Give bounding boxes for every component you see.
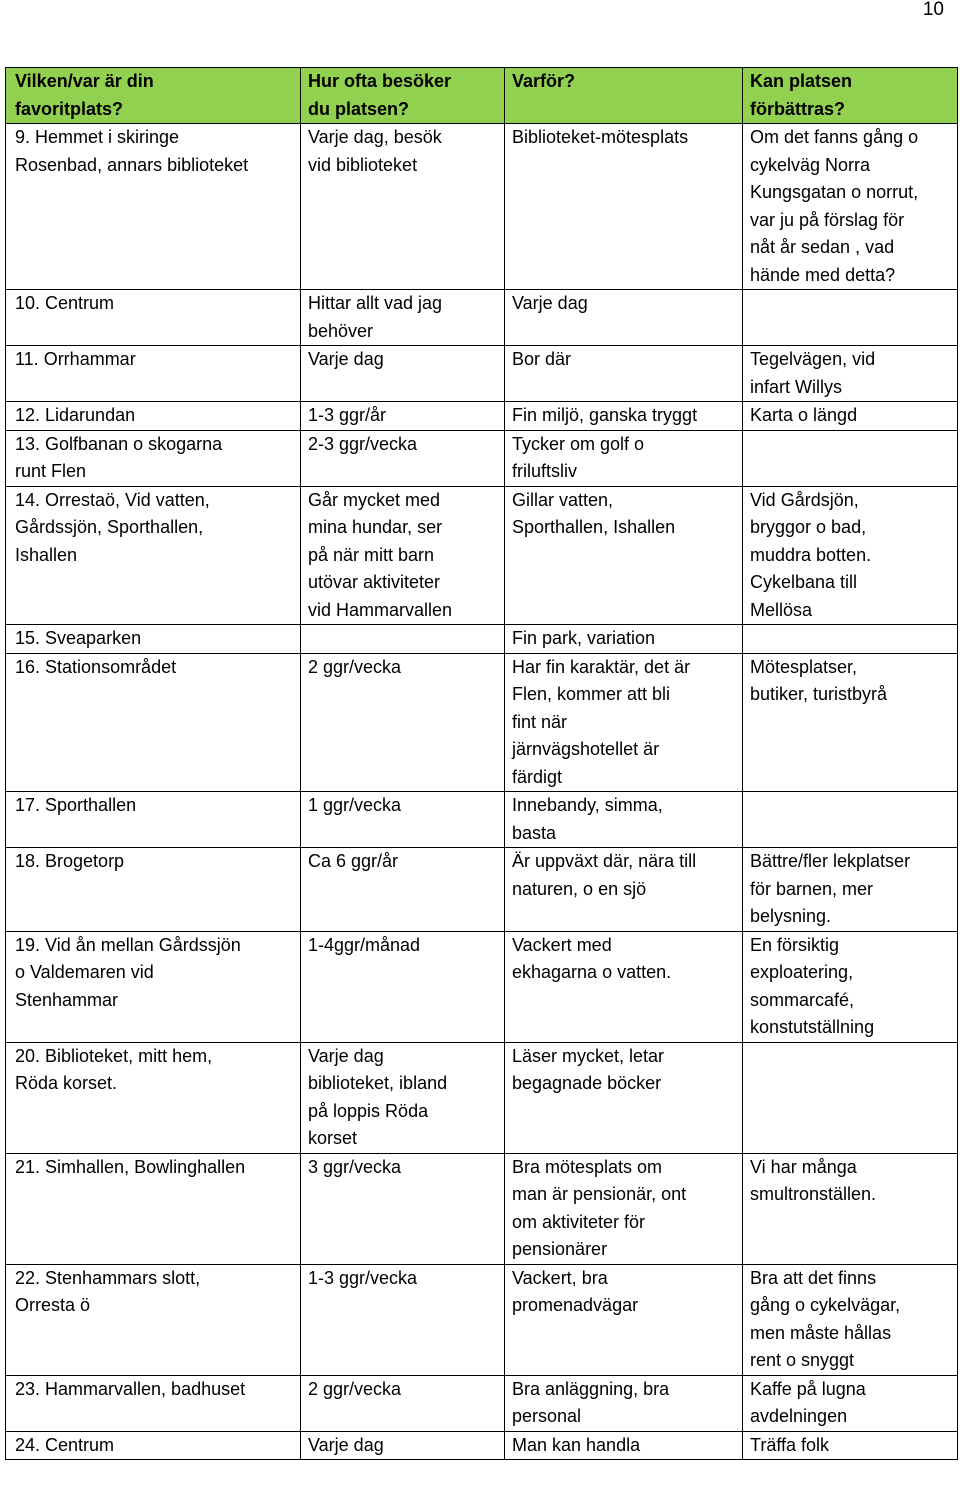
cell-frequency: 2 ggr/vecka	[301, 653, 505, 792]
cell-improvement: Karta o längd	[743, 402, 958, 431]
table-row	[6, 124, 958, 290]
page-number: 10	[922, 0, 944, 20]
header-improvement: Kan platsen förbättras?	[743, 68, 958, 124]
cell-frequency: 2 ggr/vecka	[301, 1375, 505, 1431]
table-row	[6, 848, 958, 932]
cell-improvement: Tegelvägen, vid infart Willys	[743, 346, 958, 402]
table-row	[6, 931, 958, 1042]
survey-table	[5, 67, 958, 1460]
table-row	[6, 653, 958, 792]
table-row	[6, 1153, 958, 1264]
cell-place: 23. Hammarvallen, badhuset	[6, 1375, 301, 1431]
cell-frequency: Varje dag	[301, 346, 505, 402]
cell-reason: Vackert med ekhagarna o vatten.	[505, 931, 743, 1042]
cell-improvement: En försiktig exploatering, sommarcafé, konstutställning	[743, 931, 958, 1042]
cell-reason: Fin miljö, ganska tryggt	[505, 402, 743, 431]
cell-improvement: Bra att det finns gång o cykelvägar, men måste hållas rent o snyggt	[743, 1264, 958, 1375]
cell-reason: Man kan handla	[505, 1431, 743, 1460]
cell-improvement: Bättre/fler lekplatser för barnen, mer belysning.	[743, 848, 958, 932]
cell-reason: Fin park, variation	[505, 625, 743, 654]
cell-reason: Läser mycket, letar begagnade böcker	[505, 1042, 743, 1153]
table-row	[6, 1375, 958, 1431]
table-row	[6, 290, 958, 346]
table-row	[6, 1431, 958, 1460]
cell-improvement: Om det fanns gång o cykelväg Norra Kungsgatan o norrut, var ju på förslag för nåt år sedan , vad hände med detta?	[743, 124, 958, 290]
cell-improvement: Träffa folk	[743, 1431, 958, 1460]
cell-place: 24. Centrum	[6, 1431, 301, 1460]
cell-frequency: Går mycket med mina hundar, ser på när mitt barn utövar aktiviteter vid Hammarvallen	[301, 486, 505, 625]
table-row	[6, 625, 958, 654]
cell-place: 22. Stenhammars slott, Orresta ö	[6, 1264, 301, 1375]
cell-reason: Bra anläggning, bra personal	[505, 1375, 743, 1431]
cell-place: 9. Hemmet i skiringe Rosenbad, annars biblioteket	[6, 124, 301, 290]
cell-place: 10. Centrum	[6, 290, 301, 346]
cell-place: 15. Sveaparken	[6, 625, 301, 654]
cell-place: 12. Lidarundan	[6, 402, 301, 431]
cell-reason: Är uppväxt där, nära till naturen, o en sjö	[505, 848, 743, 932]
cell-reason: Gillar vatten, Sporthallen, Ishallen	[505, 486, 743, 625]
cell-place: 19. Vid ån mellan Gårdssjön o Valdemaren vid Stenhammar	[6, 931, 301, 1042]
cell-improvement: Mötesplatser, butiker, turistbyrå	[743, 653, 958, 792]
cell-reason: Vackert, bra promenadvägar	[505, 1264, 743, 1375]
table-row	[6, 402, 958, 431]
cell-frequency: 2-3 ggr/vecka	[301, 430, 505, 486]
cell-place: 11. Orrhammar	[6, 346, 301, 402]
cell-improvement: Kaffe på lugna avdelningen	[743, 1375, 958, 1431]
cell-reason: Tycker om golf o friluftsliv	[505, 430, 743, 486]
cell-frequency: 1-4ggr/månad	[301, 931, 505, 1042]
cell-reason: Bra mötesplats om man är pensionär, ont om aktiviteter för pensionärer	[505, 1153, 743, 1264]
table-row	[6, 430, 958, 486]
cell-improvement	[743, 625, 958, 654]
cell-frequency: 1-3 ggr/vecka	[301, 1264, 505, 1375]
cell-frequency: 3 ggr/vecka	[301, 1153, 505, 1264]
cell-improvement	[743, 430, 958, 486]
cell-place: 18. Brogetorp	[6, 848, 301, 932]
cell-frequency: Ca 6 ggr/år	[301, 848, 505, 932]
table-row	[6, 346, 958, 402]
cell-improvement	[743, 792, 958, 848]
header-visit-frequency: Hur ofta besöker du platsen?	[301, 68, 505, 124]
cell-place: 17. Sporthallen	[6, 792, 301, 848]
cell-place: 21. Simhallen, Bowlinghallen	[6, 1153, 301, 1264]
header-reason: Varför?	[505, 68, 743, 124]
cell-place: 16. Stationsområdet	[6, 653, 301, 792]
cell-improvement: Vid Gårdsjön, bryggor o bad, muddra botten. Cykelbana till Mellösa	[743, 486, 958, 625]
cell-frequency: Varje dag	[301, 1431, 505, 1460]
cell-frequency: 1-3 ggr/år	[301, 402, 505, 431]
cell-place: 13. Golfbanan o skogarna runt Flen	[6, 430, 301, 486]
cell-improvement	[743, 290, 958, 346]
cell-reason: Varje dag	[505, 290, 743, 346]
table-header-row	[6, 68, 958, 124]
cell-reason: Biblioteket-mötesplats	[505, 124, 743, 290]
table-row	[6, 1042, 958, 1153]
cell-frequency: Hittar allt vad jag behöver	[301, 290, 505, 346]
table-row	[6, 486, 958, 625]
cell-frequency	[301, 625, 505, 654]
cell-improvement	[743, 1042, 958, 1153]
cell-reason: Innebandy, simma, basta	[505, 792, 743, 848]
cell-reason: Bor där	[505, 346, 743, 402]
header-favorite-place: Vilken/var är din favoritplats?	[6, 68, 301, 124]
cell-place: 14. Orrestaö, Vid vatten, Gårdssjön, Sporthallen, Ishallen	[6, 486, 301, 625]
cell-frequency: Varje dag, besök vid biblioteket	[301, 124, 505, 290]
cell-improvement: Vi har många smultronställen.	[743, 1153, 958, 1264]
cell-place: 20. Biblioteket, mitt hem, Röda korset.	[6, 1042, 301, 1153]
table-row	[6, 1264, 958, 1375]
cell-frequency: Varje dag biblioteket, ibland på loppis Röda korset	[301, 1042, 505, 1153]
cell-reason: Har fin karaktär, det är Flen, kommer att bli fint när järnvägshotellet är färdigt	[505, 653, 743, 792]
table-row	[6, 792, 958, 848]
cell-frequency: 1 ggr/vecka	[301, 792, 505, 848]
